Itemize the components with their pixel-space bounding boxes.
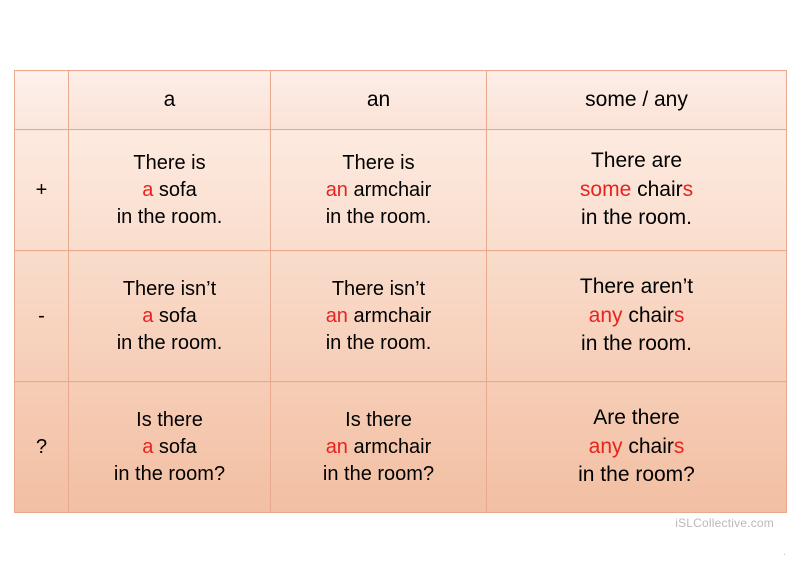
cell-line: in the room. (116, 205, 223, 228)
cell-text (277, 150, 480, 231)
cell-line: Is there (345, 408, 412, 431)
grammar-table (14, 70, 787, 513)
cell-line: There is (133, 151, 206, 174)
cell-line: There is (342, 151, 415, 174)
header-cell-some-any: some / any (487, 71, 787, 130)
cell-line: an armchair (325, 304, 432, 327)
cell-line: There isn’t (122, 277, 217, 300)
cell-text (277, 407, 480, 488)
cell-line: in the room. (581, 332, 692, 356)
cell-affirmative-an (271, 130, 487, 251)
header-cell-a: a (69, 71, 271, 130)
watermark-islcollective: iSLCollective.com (675, 516, 774, 530)
table-row (15, 130, 787, 251)
cell-interrogative-any (487, 382, 787, 513)
table-row (15, 251, 787, 382)
cell-line: There aren’t (579, 275, 694, 299)
cell-line: a sofa (142, 178, 197, 201)
cell-interrogative-an (271, 382, 487, 513)
cell-line: some chairs (579, 177, 694, 201)
cell-text (75, 407, 264, 488)
cell-text (493, 147, 780, 232)
cell-line: Are there (593, 406, 680, 430)
cell-line: any chairs (588, 303, 685, 327)
cell-line: in the room. (325, 331, 432, 354)
cell-line: in the room. (581, 206, 692, 230)
cell-line: in the room? (578, 463, 695, 487)
cell-line: an armchair (325, 178, 432, 201)
cell-interrogative-a (69, 382, 271, 513)
cell-line: Is there (136, 408, 203, 431)
table-header-row (15, 71, 787, 130)
cell-text (493, 273, 780, 358)
cell-line: in the room? (322, 462, 435, 485)
cell-affirmative-some (487, 130, 787, 251)
cell-line: a sofa (142, 304, 197, 327)
cell-line: There are (590, 149, 683, 173)
cell-line: There isn’t (331, 277, 426, 300)
cell-text (75, 276, 264, 357)
cell-negative-any (487, 251, 787, 382)
row-sign-negative: - (15, 251, 69, 382)
row-sign-interrogative: ? (15, 382, 69, 513)
cell-line: in the room. (116, 331, 223, 354)
cell-negative-an (271, 251, 487, 382)
cell-text (493, 404, 780, 489)
corner-marker: . (782, 546, 786, 558)
cell-line: any chairs (588, 434, 685, 458)
header-cell-an: an (271, 71, 487, 130)
cell-negative-a (69, 251, 271, 382)
cell-affirmative-a (69, 130, 271, 251)
cell-line: an armchair (325, 435, 432, 458)
cell-text (75, 150, 264, 231)
row-sign-affirmative: + (15, 130, 69, 251)
header-cell-blank (15, 71, 69, 130)
table-row (15, 382, 787, 513)
cell-text (277, 276, 480, 357)
cell-line: a sofa (142, 435, 197, 458)
cell-line: in the room. (325, 205, 432, 228)
cell-line: in the room? (113, 462, 226, 485)
